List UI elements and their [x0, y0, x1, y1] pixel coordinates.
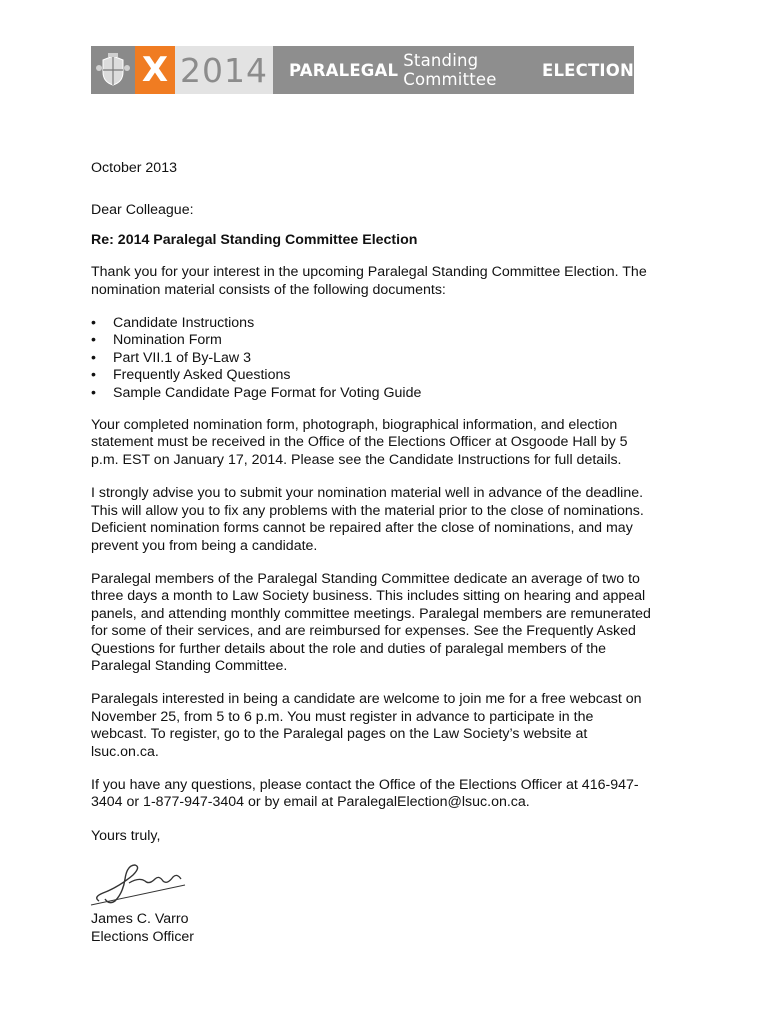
- coat-of-arms-icon: [91, 46, 135, 94]
- duties-paragraph: Paralegal members of the Paralegal Standing Committee dedicate an average of two to three days a month to Law Society business. This includes sitting on hearing and appeal panels, and attending monthly committee meetings. Paralegal members are remunerated for some of their services, and are reimbursed for expenses. See the Frequently Asked Questions for further details about the role and duties of paralegal members of the Paralegal Standing Committee.: [91, 570, 651, 674]
- banner-title: [273, 46, 634, 94]
- document-list: [91, 315, 651, 402]
- list-item: • Part VII.1 of By-Law 3: [91, 350, 651, 367]
- banner-title-standing: Standing Committee: [403, 51, 497, 89]
- deadline-paragraph: Your completed nomination form, photograph, biographical information, and election statement must be received in the Office of the Elections Officer at Osgoode Hall by 5 p.m. EST on January 17, 2014. Please see the Candidate Instructions for full details.: [91, 417, 628, 468]
- webcast-paragraph: Paralegals interested in being a candidate are welcome to join me for a free webcast on November 25, from 5 to 6 p.m. You must register in advance to participate in the webcast. To register, go to the Paralegal pages on the Law Society’s website at lsuc.on.ca.: [91, 691, 642, 760]
- list-item: • Nomination Form: [91, 332, 651, 349]
- x-mark: X: [135, 46, 175, 94]
- letter-date: October 2013: [91, 160, 177, 176]
- signature-icon: [89, 857, 199, 909]
- banner-year: 2014: [175, 46, 273, 94]
- signatory-title: Elections Officer: [91, 928, 195, 945]
- list-item: • Candidate Instructions: [91, 315, 651, 332]
- signatory-name: James C. Varro: [91, 911, 189, 928]
- list-item: • Sample Candidate Page Format for Voting Guide: [91, 385, 651, 402]
- letter-subject: Re: 2014 Paralegal Standing Committee Election: [91, 231, 418, 248]
- contact-paragraph: If you have any questions, please contact the Office of the Elections Officer at 416-947-3404 or 1-877-947-3404 or by email at ParalegalElection@lsuc.on.ca.: [91, 776, 639, 811]
- salutation: Dear Colleague:: [91, 202, 194, 219]
- letter-body: [91, 160, 651, 946]
- closing: Yours truly,: [91, 827, 161, 844]
- advice-paragraph: I strongly advise you to submit your nomination material well in advance of the deadline. This will allow you to fix any problems with the material prior to the close of nominations. Deficient nomination forms cannot be repaired after the close of nominations, and may prevent you from being a candidate.: [91, 485, 644, 554]
- banner-title-paralegal: PARALEGAL: [289, 60, 399, 80]
- intro-paragraph: Thank you for your interest in the upcoming Paralegal Standing Committee Election. The nomination material consists of the following documents:: [91, 264, 647, 298]
- election-banner: [91, 46, 634, 94]
- banner-title-election: ELECTION: [542, 60, 634, 80]
- list-item: • Frequently Asked Questions: [91, 367, 651, 384]
